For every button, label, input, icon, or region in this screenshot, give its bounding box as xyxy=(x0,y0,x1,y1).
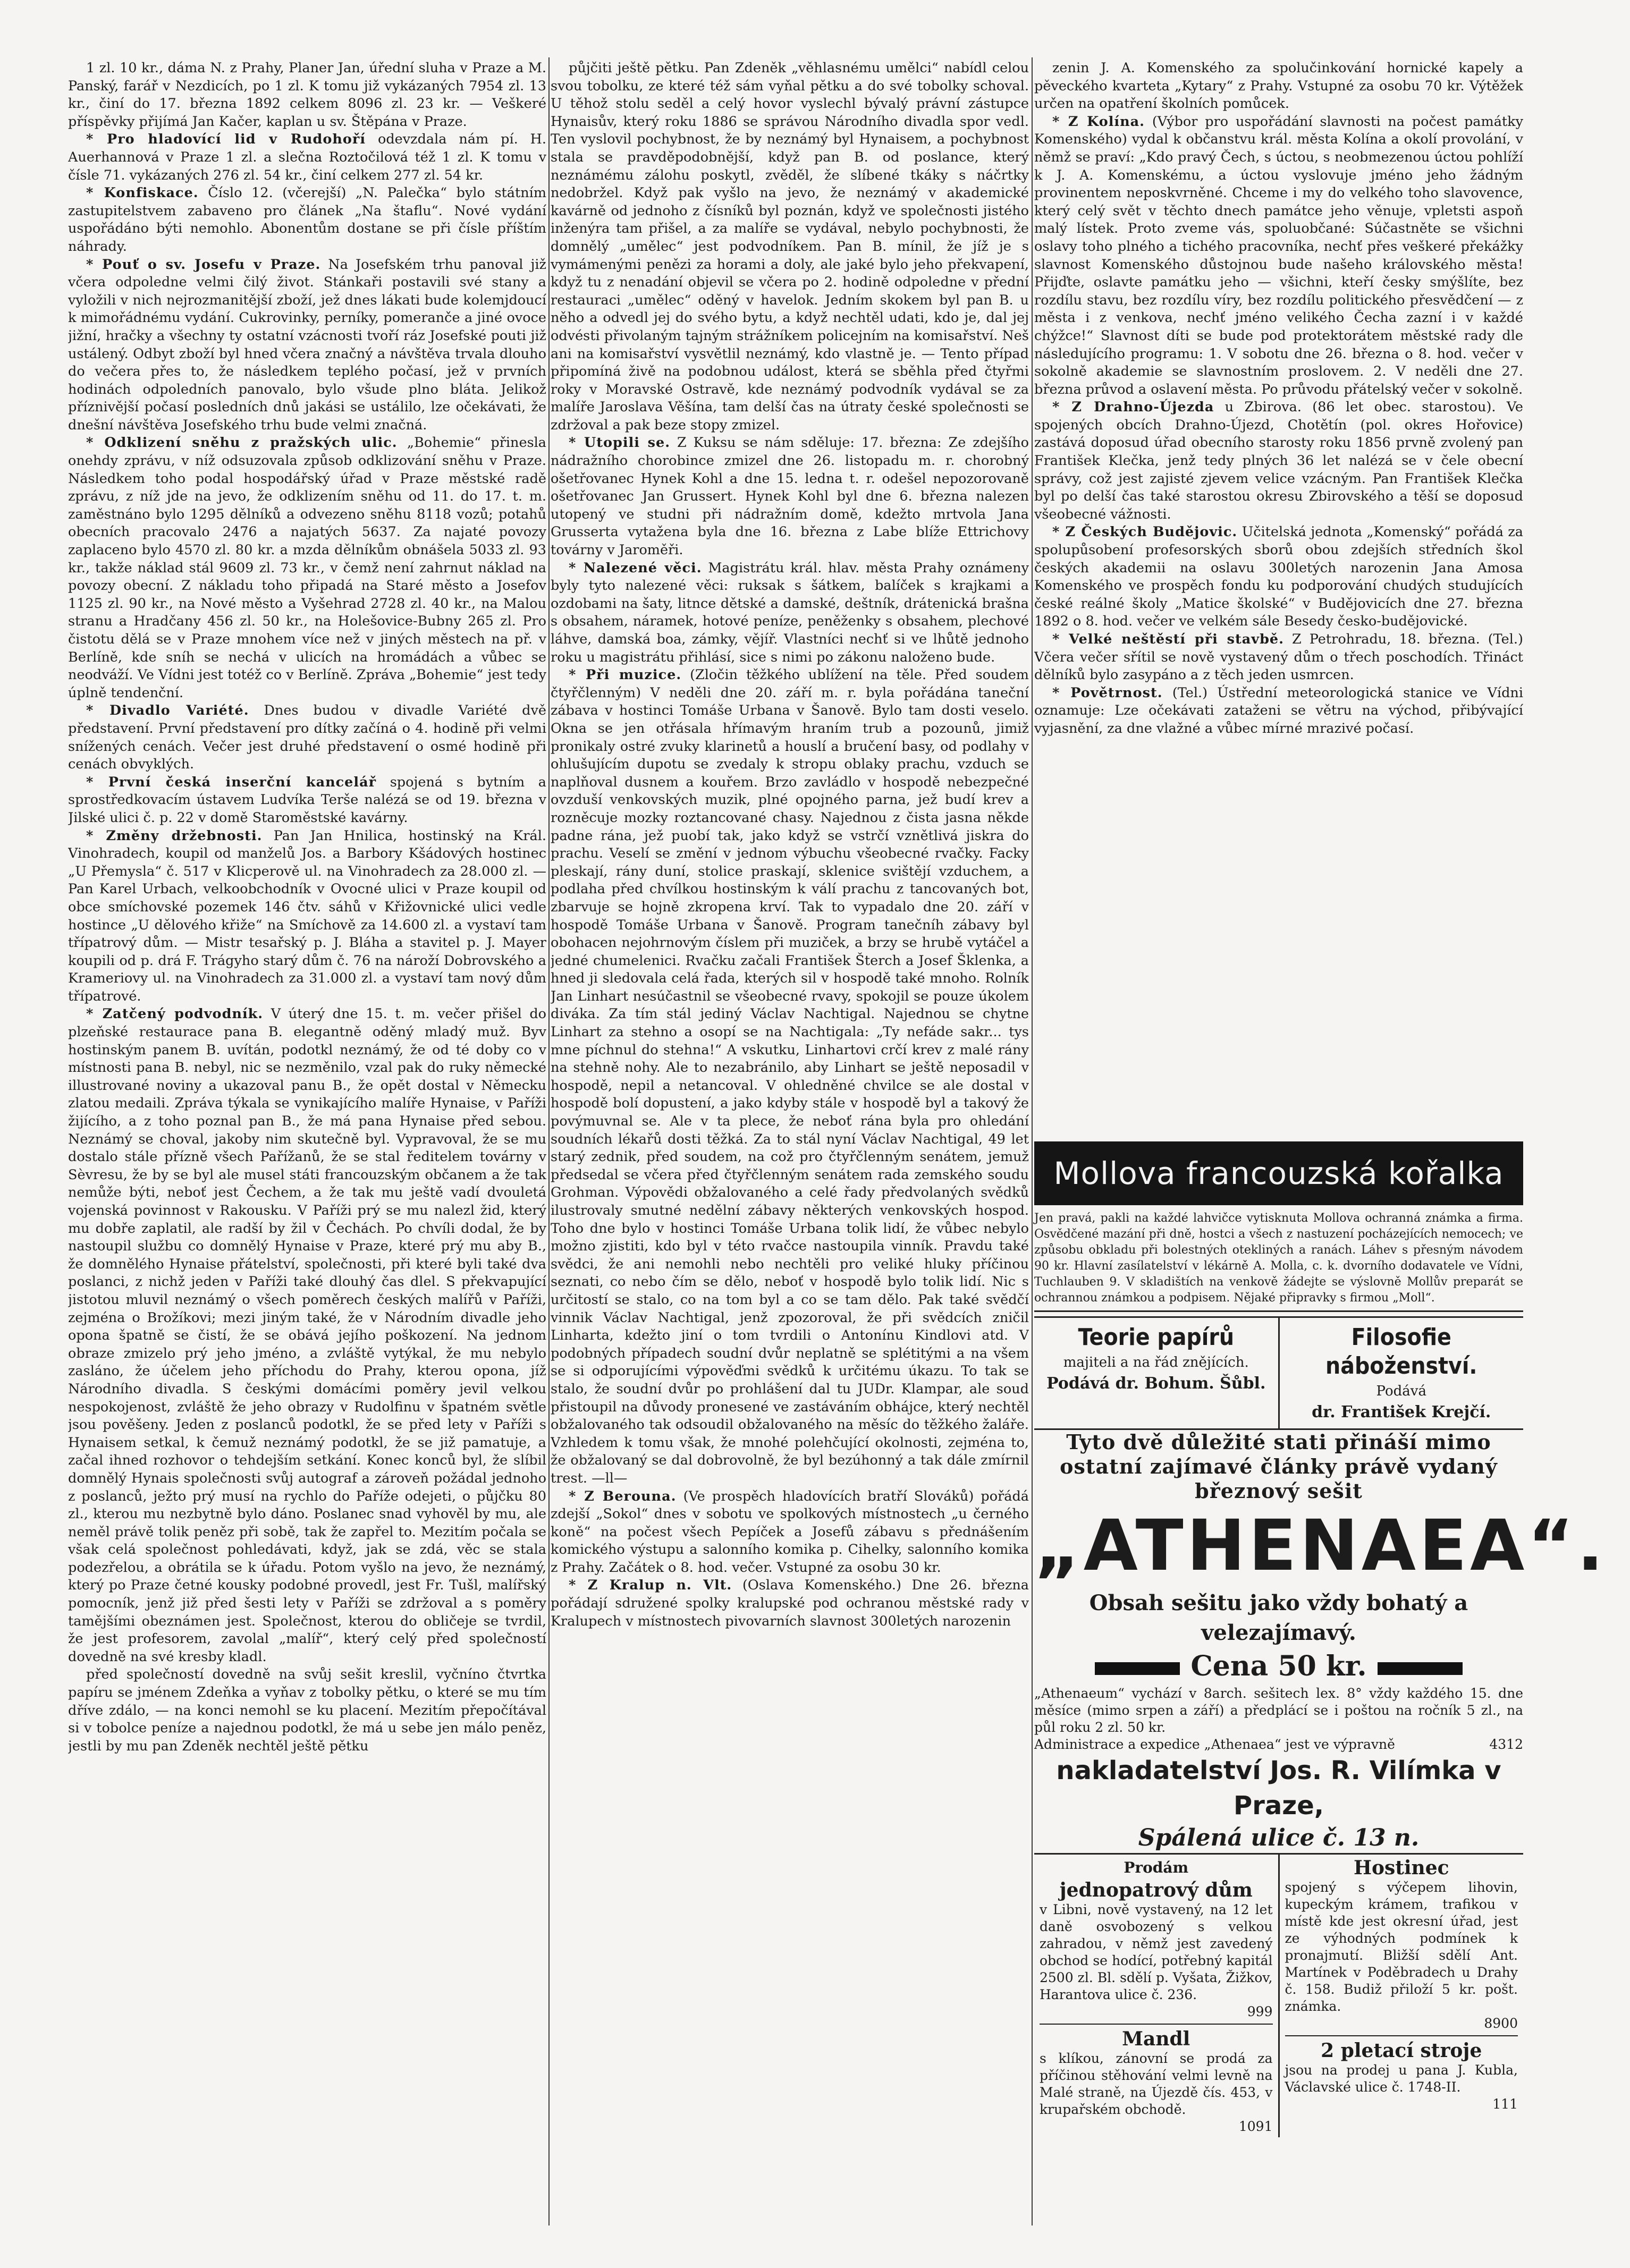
news-item-text: zenin J. A. Komenského za spolučinkování hornické kapely a pěveckého kvarteta „Kytary“ z Prahy. Vstupné za osobu 70 kr. Výtěžek určen na opatření školních pomůcek. xyxy=(1034,60,1523,112)
news-item-text: Pan Jan Hnilica, hostinský na Král. Vinohradech, koupil od manželů Jos. a Barbory Kšádových hostinec „U Přemysla“ č. 517 v Klicperově ul. na Vinohradech za 28.000 zl. — Pan Karel Urbach, velkoobchodník v Ovocné ulici v Praze koupil od obce smíchovské pozemek 146 čtv. sáhů v Křižovnické ulici vedle hostince „U dělového křiže“ na Smíchově za 14.600 zl. a vystaví tam třípatrový dům. — Mistr tesařský p. J. Bláha a stavitel p. J. Mayer koupili od p. drá F. Trágyho starý dům č. 76 na nároží Dobrovského a Krameriovy ul. na Vinohradech za 31.000 zl. a vystaví tam nový dům třípatrové. xyxy=(68,827,546,1004)
news-item-heading: * Povětrnost. xyxy=(1052,684,1163,701)
news-item-heading: * První česká inserční kancelář xyxy=(86,774,377,790)
news-item-text: (Ve prospěch hladovících bratří Slováků) pořádá zdejší „Sokol“ dnes v sobotu ve spolkových místnostech „u černého koně“ na počest všech Pepíček a Josefů zábavu s přednášením komického výstupu a salonního komika p. Cihelky, salonního komika z Prahy. Začátek o 8. hod. večer. Vstupné za osobu 30 kr. xyxy=(551,1488,1029,1576)
classified-heading-bold: jednopatrový dům xyxy=(1059,1879,1253,1901)
publisher-address: Spálená ulice č. 13 n. xyxy=(1138,1824,1420,1851)
news-item-text: odevzdala nám pí. H. Auerhannová v Praze 1 zl. a slečna Roztočilová též 1 zl. K tomu v čísle 71. vykázaných 276 zl. 54 kr., činí celkem 277 zl. 54 kr. xyxy=(68,131,546,183)
classified-text: s klíkou, zánovní se prodá za příčinou stěhování velmi levně na Malé straně, na Újezdě čís. 453, v krupařském obchodě. xyxy=(1040,2051,1273,2117)
news-item xyxy=(68,1005,546,1666)
classified-right xyxy=(1278,1855,1524,2137)
news-item xyxy=(68,702,546,773)
news-item-text: „Bohemie“ přinesla onehdy zprávu, v níž odsuzovala způsob odklizování sněhu v Praze. Následkem toho podal hospodářský úřad v Praze městské radě zprávu, z níž jde na jevo, že odklizením sněhu od 11. do 17. t. m. zaměstnáno bylo 1295 dělníků a odvezeno sněhu 8118 vozů; potahů obecních pracovalo 2476 a najatých 5637. Za najaté povozy zaplaceno bylo 4570 zl. 80 kr. a mzda dělníkům obnášela 5033 zl. 93 kr., takže náklad stál 9609 zl. 73 kr., v čemž není zahrnut náklad na povozy obecní. Z nákladu toho připadá na Staré město a Josefov 1125 zl. 90 kr., na Nové město a Vyšehrad 2728 zl. 40 kr., na Malou stranu a Hradčany 456 zl. 50 kr., na Holešovice-Bubny 265 zl. Pro čistotu dělá se v Praze mnohem více než v jiných městech na př. v Berlíně, kde sníh se nechá v ulicích na hromádách a vůbec se neodváží. Ve Vídni jest totéž co v Berlíně. Zpráva „Bohemie“ jest tedy úplně tendenční. xyxy=(68,435,546,701)
publisher-name: nakladatelství Jos. R. Vilímka v Praze, xyxy=(1056,1756,1501,1821)
news-item xyxy=(551,560,1029,667)
book-subtitle: Podává xyxy=(1376,1383,1426,1399)
classified-heading: Mandl xyxy=(1122,2028,1190,2050)
book-ad-teorie xyxy=(1034,1318,1278,1428)
book-title: Filosofie náboženství. xyxy=(1325,1324,1477,1380)
news-item xyxy=(68,256,546,435)
news-item-text: spojená s bytním a sprostředkovacím ústavem Ludvíka Terše nalézá se od 19. března v Jilské ulici č. p. 22 v domě Staroměstské kavárny. xyxy=(68,774,546,826)
news-item xyxy=(551,666,1029,1487)
classified-text: v Libni, nově vystavený, na 12 let daně osvobozený s velkou zahradou, v němž jest zavedený obchod se hodící, potřebný kapitál 2500 zl. Bl. sdělí p. Vyšata, Žižkov, Harantova ulice č. 236. xyxy=(1040,1902,1273,2002)
news-item-heading: * Pouť o sv. Josefu v Praze. xyxy=(86,256,321,273)
news-item xyxy=(68,184,546,256)
column-1 xyxy=(68,60,546,2217)
divider xyxy=(1040,2024,1273,2025)
news-item xyxy=(68,1666,546,1755)
athenaea-admin xyxy=(1034,1736,1523,1753)
news-item xyxy=(551,1488,1029,1577)
athenaea-price xyxy=(1034,1648,1523,1685)
news-item-heading: * Při muzice. xyxy=(569,667,682,683)
athenaea-headline: Tyto dvě důležité stati přináší mimo ostatní zajímavé články právě vydaný březnový sešit xyxy=(1060,1430,1498,1503)
news-item-text: Na Josefském trhu panoval již včera odpoledne velmi čilý život. Stánkaři postavili své stany a vyložili v nich nejrozmanitější zboží, jež dnes lákati bude kolemjdoucí k mimořádnému vydání. Cukrovinky, perníky, pomeranče a jiné ovoce jižní, hračky a všechny ty ostatní vzácnosti tvoří ráz Josefské pouti již ustálený. Odbyt zboží byl hned včera značný a návštěva trvala dlouho do večera přes to, že následkem teplého počasí, jež v prvních hodinách odpoledních panovalo, bylo všude plno bláta. Jelikož příznivější počasí posledních dnů jakási se ustálilo, lze očekávati, že dnešní návštěva Josefského trhu bude velmi značná. xyxy=(68,256,546,433)
news-item xyxy=(68,434,546,702)
news-item-text: Číslo 12. (včerejší) „N. Palečka“ bylo státním zastupitelstvem zabaveno pro článek „Na štaflu“. Nové vydání uspořádáno býti nemohlo. Abonentům dostane se při čísle příštím náhrady. xyxy=(68,185,546,255)
decorative-bar xyxy=(1378,1662,1463,1675)
news-item-text: (Výbor pro uspořádání slavnosti na počest památky Komenského) vydal k občanstvu král. města Kolína a okolí provolání, v němž se praví: „Kdo pravý Čech, s úctou, s neobmezenou úctou pohlíží k J. A. Komenskému, a úctou vyslovuje jméno jeho žádným provinentem neposkvrněné. Chceme i my do velkého toho slavovence, který celý svět v těchto dnech památce jeho věnuje, vpletsti aspoň malý lístek. Proto zveme vás, spoluobčané: Súčastněte se všichni oslavy toho plného a tichého pracovníka, nechť přes veškeré překážky slavnost Komenského důstojnou bude našeho královského města! Přijďte, oslavte památku jeho — všichni, kteří česky smýšlíte, bez rozdílu stavu, bez rozdílu víry, bez rozdílu politického přesvědčení — z města i z venkova, nechť jméno velikého Čecha zazní i v každé chýžce!“ Slavnost díti se bude pod protektorátem městské rady dle následujícího programu: 1. V sobotu dne 26. března o 8. hod. večer v sokolně akademie se slavnostním proslovem. 2. V neděli dne 27. března průvod a oslavení města. Po průvodu přátelský večer v sokolně. xyxy=(1034,113,1523,397)
classified-text: spojený s výčepem lihovin, kupeckým krámem, trafikou v místě kde jest okresní úřad, jest ze výhodných podmínek k pronajmutí. Bližší sdělí Ant. Martínek v Poděbradech u Drahy č. 158. Budiž přiloží 5 kr. pošt. známka. xyxy=(1285,1880,1518,2014)
news-item-text: u Zbirova. (86 let obec. starostou). Ve spojených obcích Drahno-Újezd, Chotětín (pol. okres Hořovice) zastává doposud úřad obecního starosty roku 1856 prvně zvolený pan František Klečka, jenž tedy plných 36 let nalézá se v čele obecní správy, což jest zajisté zjevem velice vzácným. Pan František Klečka byl po delší čas také starostou okresu Zbirovského a těší se doposud všeobecné vážnosti. xyxy=(1034,399,1523,522)
classified-heading: Prodám xyxy=(1124,1859,1189,1876)
divider xyxy=(1034,1310,1523,1312)
news-item xyxy=(1034,684,1523,738)
column-2 xyxy=(551,60,1029,2217)
news-item-heading: * Z Českých Budějovic. xyxy=(1052,524,1238,540)
athenaea-description: „Athenaeum“ vychází v 8arch. sešitech lex. 8° vždy každého 15. dne měsíce (mimo srpen a září) a předplácí se i poštou na ročník 5 zl., na půl roku 2 zl. 50 kr. xyxy=(1034,1686,1523,1735)
book-title: Teorie papírů xyxy=(1078,1324,1235,1351)
news-item xyxy=(68,774,546,827)
ad-number: 8900 xyxy=(1484,2016,1518,2031)
mollova-banner: Mollova francouzská kořalka xyxy=(1034,1141,1523,1205)
news-item-heading: * Divadlo Variété. xyxy=(86,703,249,719)
news-item-text: Z Kuksu se nám sděluje: 17. března: Ze zdejšího nádražního chorobince zmizel dne 26. listopadu m. r. chorobný ošetřovanec Hynek Kohl a dne 15. ledna t. r. odešel nepozorovaně ošetřovanec Jan Grussert. Hynek Kohl byl dne 6. března nalezen utopený ve studni při nádražním domě, kdežto mrtvola Jana Grusserta vytažena byla dne 16. března z Labe blíže Ettrichovy továrny v Jaroměři. xyxy=(551,435,1029,558)
news-item xyxy=(1034,60,1523,113)
news-item-text: V úterý dne 15. t. m. večer přišel do plzeňské restaurace pana B. elegantně oděný mladý muž. Byv hostinským panem B. uvítán, podotkl neznámý, že od té doby co v místnosti pana B. nebyl, nic se nezměnilo, vzal pak do ruky německé illustrované noviny a ukazoval panu B., že opět dostal v Německu zlatou medaili. Zpráva týkala se vynikajícího malíře Hynaise, v Paříži žijícího, a z toho poznal pan B., že má pana Hynaise před sebou. Neznámý se choval, jakoby nim skutečně byl. Vypravoval, že se mu dostalo stále přízně všech Pařížanů, že se stal ředitelem továrny v Sèvresu, že by se byl ale musel státi francouzským občanem a že tak nemůže býti, neboť jest Čechem, a že tak mu ještě vadí dvouletá vojenská povinnost v Rakousku. V Paříži prý se mu nalezl žid, který mu dobře zaplatil, ale radší by žil v Čechách. Po chvíli dodal, že by nastoupil službu co domnělý Hynaise v Praze, které prý mu aby B., že domnělého Hynaise přátelství, společnosti, při které byli také dva poslanci, z nichž jeden v Paříži také dlouhý čas dlel. S překvapující jistotou mluvil neznámý o všech poměrech českých malířů v Paříži, zejména o Brožíkovi; mezi jiným také, že v Národním divadle jeho opona špatně se čistí, že se obává jejího poškození. Na jednom obraze zmizelo prý jeho jméno, a zvláště vytýkal, že mu nebylo zasláno, že účelem jeho příchodu do Prahy, kterou opona, jíž Národního divadla. S českými domácími poměry jevil velkou nespokojenost, zvláště že jeho obrazy v Rudolfinu v špatném světle jsou pověšeny. Jeden z poslanců podotkl, že se před lety v Paříži s Hynaisem setkal, k čemuž neznámý podotkl, že se již pamatuje, a začal ihned rozhovor o tehdejším setkání. Konec konců byl, že slíbil domnělý Hynais společnosti svůj autograf a zároveň požádal jednoho z poslanců, ježto prý musí na rychlo do Paříže odejeti, o půjčku 80 zl., kterou mu nezbytně bylo dáno. Poslanec snad vyhověl by mu, ale neměl právě tolik peněz při sobě, tak že zapřel to. Mezitím počala se však celá společnost pohledávati, když, jak se zdá, věc se stala podezřelou, a obrátila se k úřadu. Potom vyšlo na jevo, že neznámý, který po Praze četné kousky podobné provedl, jest Fr. Tušl, malířský pomocník, jenž již před šesti lety v Paříži se zdržoval a s poměry tamějšími obeznámen jest. Společnost, kterou do obličeje se tvrdil, že jest profesorem, zavolal „malíř“, který celý před společností dovedně na své kresby kladl. xyxy=(68,1006,546,1665)
book-subtitle: majiteli a na řád znějících. xyxy=(1063,1355,1249,1370)
admin-text: Administrace a expedice „Athenaea“ jest ve výpravně xyxy=(1034,1737,1395,1752)
news-item-text: Magistrátu král. hlav. města Prahy oznámeny byly tyto nalezené věci: ruksak s šátkem, balíček s krajkami a ozdobami na šaty, litnce dětské a damské, deštník, drátenická brašna s obsahem, náramek, hotové peníze, peněženky s obsahem, plechové láhve, damská boa, zámky, vějíř. Vlastníci nechť si ve lhůtě jednoho roku u magistrátu přihlásí, sice s nimi po zákonu naloženo bude. xyxy=(551,560,1029,665)
book-ads xyxy=(1034,1316,1523,1430)
news-item xyxy=(1034,523,1523,631)
classified-left xyxy=(1034,1855,1278,2137)
classified-text: jsou na prodej u pana J. Kubla, Václavské ulice č. 1748-II. xyxy=(1285,2062,1518,2095)
news-item xyxy=(68,827,546,1006)
news-item-heading: * Nalezené věci. xyxy=(569,560,702,576)
news-item xyxy=(551,1577,1029,1630)
news-item-text: (Tel.) Ústřední meteorologická stanice ve Vídni oznamuje: Lze očekávati zataženi se větru na východ, přibývající vyjasnění, za dne vlažné a vůbec mírné mrazivé počasí. xyxy=(1034,684,1523,737)
news-item-heading: * Zatčený podvodník. xyxy=(86,1006,264,1022)
news-item-text: (Oslava Komenského.) Dne 26. března pořádají sdružené spolky kralupské pod ochranou městské rady v Kralupech v místnostech pivovarních slavnost 300letých narozenin xyxy=(551,1577,1029,1629)
news-item-heading: * Velké neštěstí při stavbě. xyxy=(1052,631,1285,647)
news-item-text: před společností dovedně na svůj sešit kreslil, vyčníno čtvrtka papíru se jménem Zdeňka a vyňav z tobolky pětku, o které se mu tím dříve zdálo, — na konci nemohl se ku placení. Mezitím přepočítával si v tobolce peníze a najednou podotkl, že má u sebe jen málo peněz, jestli by mu pan Zdeněk nechtěl ještě pětku xyxy=(68,1666,546,1754)
book-ad-filosofie xyxy=(1278,1318,1524,1428)
classified-heading: 2 pletací stroje xyxy=(1321,2039,1482,2062)
ad-number: 4312 xyxy=(1489,1737,1523,1752)
news-item-text: Učitelská jednota „Komenský“ pořádá za spolupůsobení profesorských sborů obou zdejších středních škol českých akademii na oslavu 300letých narozenin Jana Amosa Komenského ve prospěch fondu ku podporování chudých studujících české reálné školy „Matice školské“ v Budějovicích dne 27. března 1892 o 8. hod. večer ve velkém sále Besedy česko-budějovické. xyxy=(1034,524,1523,630)
news-item xyxy=(68,131,546,184)
athenaea-subtitle: Obsah sešitu jako vždy bohatý a velezajímavý. xyxy=(1089,1590,1468,1645)
news-item-heading: * Z Drahno-Újezda xyxy=(1052,399,1214,416)
news-item xyxy=(1034,113,1523,399)
news-item xyxy=(68,60,546,131)
news-item-text: Dnes budou v divadle Variété dvě představení. První představení pro dítky začíná o 4. hodině při velmi snížených cenách. Večer jest druhé představení o osmé hodině při cenách obvyklých. xyxy=(68,703,546,773)
advertisements xyxy=(1034,1141,1607,2137)
column-rule xyxy=(1032,57,1033,2225)
news-item-heading: * Odklizení sněhu z pražských ulic. xyxy=(86,435,398,451)
news-item-heading: * Změny držebnosti. xyxy=(86,827,263,844)
classified-ads xyxy=(1034,1853,1523,2137)
column-3 xyxy=(1034,60,1523,1133)
news-item xyxy=(551,60,1029,434)
book-author: dr. František Krejčí. xyxy=(1312,1403,1491,1421)
ad-number: 1091 xyxy=(1238,2119,1273,2134)
news-item-text: 1 zl. 10 kr., dáma N. z Prahy, Planer Jan, úřední sluha v Praze a M. Panský, farář v Nezdicích, po 1 zl. K tomu již vykázaných 7954 zl. 13 kr., činí do 17. března 1892 celkem 8096 zl. 23 kr. — Veškeré příspěvky přijímá Jan Kačer, kaplan u sv. Štěpána v Praze. xyxy=(68,60,546,130)
news-item xyxy=(1034,399,1523,523)
news-item-text: (Zločin těžkého ublížení na těle. Před soudem čtyřčlenným) V neděli dne 20. září m. r. byla pořádána taneční zábava v hostinci Tomáše Urbana v Šanově. Bylo tam dosti veselo. Okna se jen otřásala hřímavým hraním trub a pozounů, jimiž pronikaly ostré zvuky klarinetů a houslí a bručení basy, od podlahy v ohlušujícím dupotu se zvedaly k stropu oblaky prachu, vzduch se naplňoval dusnem a kouřem. Brzo zavládlo v hospodě nebezpečné ovzduší venkovských muzik, plné opojného parna, jež budí krev a rozněcuje mozky roztancované chasy. Najednou z čista jasna někde padne rána, jež puobí tak, jako když se vstrčí vznětlivá jiskra do prachu. Veselí se změní v jednom výbuchu všeobecné rvačky. Facky pleskají, rány duní, stolice praskají, sklenice svištějí vzduchem, a podlaha před chvílkou hostinským k válí prachu z tancovaných bot, zbarvuje se hojně zkropena krví. Tak to vypadalo dne 20. září v hospodě Tomáše Urbana v Šanově. Program tanečníh zábavy byl obohacen nejohrnovým číslem při muziček, a brzy se hrubě vytáčel a jedné chumelenici. Rvačku začali František Šterch a Josef Šklenka, a hned ji sledovala celá řada, kterých sil v hospodě také mnoho. Rolník Jan Linhart nesúčastnil se všeobecné rvavy, spokojil se pouze úkolem diváka. Za tím stál jediný Václav Nachtigal. Najednou se chytne Linhart za stehno a osopí se na Nachtigala: „Ty nefáde sakr... tys mne píchnul do stehna!“ A vskutku, Linhartovi crčí krev z malé rány na stehně nohy. Ale to nezabránilo, aby Linhart se ještě neposadil v hospodě, nepil a netancoval. V ohledněné chvilce se ale dostal v hospodě bolí dopustení, a jako kdyby stále v hospodě byl a takový že povýmuvnal se. Ale v ta plece, že neboť rána byla pro ohledání soudních lékařů dosti těžká. Za to stál nyní Václav Nachtigal, 49 let starý zednik, před soudem, na což pro čtyřčlenným senátem, jemuž předsedal se včera před čtyřčlenným senátem rada zemského soudu Grohman. Výpovědi obžalovaného a celé řady předvolaných svědků ilustrovaly smutné nedělní zábavy některých venkovských hospod. Toho dne bylo v hostinci Tomáše Urbana tolik lidí, že vůbec nebylo možno zjistiti, kdo byl v této rvačce nastoupila vinník. Pravdu také svědci, že ani nemohli nebo nechtěli pro veliké hluky příčinou seznati, co nebo čím se dělo, neboť v hospodě bylo tolik lidí. Nic s určitostí se stalo, co na tom byl a co se tam dělo. Pak také svědčí vinnik Václav Nachtigal, jenž zpozoroval, že při svědcích zničil Linharta, kdežto jiní o tom tvrdili o Antonínu Kindlovi atd. V podobných případech soudní dvůr neplatně se splétitými a na všem se si odporujícími výpověďmi svědků k určitému úkazu. To tak se stalo, že soudní dvůr po prohlášení dal tu JUDr. Klampar, ale soud přistoupil na důvody pronesené ve zastáváním obhájce, který nechtěl obžalovaného tak odsoudil obžalovaného na měsíc do těžkého žaláře. Vzhledem k tomu však, že mnohé polehčující okolnosti, zejména to, že obžalovaný se dal dobrovolně, že byl bezúhonný a tak dále zmírnil trest. —ll— xyxy=(551,667,1029,1486)
athenaea-title: „ATHENAEA“. xyxy=(1034,1505,1607,1587)
news-item-text: půjčiti ještě pětku. Pan Zdeněk „věhlasnému umělci“ nabídl celou svou tobolku, ze které též sám vyňal pětku a do své tobolky schoval. U těhož stolu seděl a celý hovor vyslechl bývalý právní zástupce Hynaisův, který roku 1886 se správou Národního divadla spor vedl. Ten vyslovil pochybnost, že by neznámý byl Hynaisem, a pochybnost stala se pravděpodobnější, když pan B. od poslance, který neznámému zálohu poskytl, zvěděl, že slíbené tkáky s náčrtky nedobržel. Když pak vyšlo na jevo, že neznámý v akademické kavárně od jednoho z čísníků byl poznán, když ve společnosti jistého inženýra tam přišel, a za malíře se vydával, nebylo pochybnosti, že domnělý „umělec“ jest podvodníkem. Pan B. mínil, že jíž je s vymámenými penězi za horami a doly, ale jaké bylo jeho překvapení, když tu z nenadání objevil se včera po 2. hodině odpoledne v přední restauraci „umělec“ oděný v havelok. Jedním skokem byl pan B. u něho a odvedl jej do svého bytu, a když nechtěl udati, kdo je, dal jej odvésti přivolaným tajným strážníkem policejním na komisařství. Neš ani na komisařství vysvětlil neznámý, kdo vlastně je. — Tento případ připomíná živě na podobnou událost, která se sběhla před čtyřmi roky v Moravské Ostravě, kde neznámý podvodník vydával se za malíře Jaroslava Věšína, tam delší čas na útraty české společnosti se zdržoval a pak beze stopy zmizel. xyxy=(551,60,1029,433)
divider xyxy=(1285,2035,1518,2036)
decorative-bar xyxy=(1095,1662,1180,1675)
price-label: Cena 50 kr. xyxy=(1190,1650,1367,1682)
column-rule xyxy=(548,57,550,2225)
ad-number: 999 xyxy=(1247,2004,1273,2019)
ad-number: 111 xyxy=(1492,2096,1518,2112)
mollova-ad-text: Jen pravá, pakli na každé lahvičce vytisknuta Mollova ochranná známka a firma. Osvědčené mazání při dně, hostci a všech z nastuzení pocházejících nemocech; ve způsobu obkladu při bolestných otekliných a ranách. Láhev s přesným návodem 90 kr. Hlavní zasílatelství v lékárně A. Molla, c. k. dvorního dodavatele ve Vídni, Tuchlauben 9. V skladištích na venkově žádejte se výslovně Mollův preparát se ochrannou známkou a podpisem. Nějaké připravky s firmou „Moll“. xyxy=(1034,1212,1523,1305)
news-item-text: Z Petrohradu, 18. března. (Tel.) Včera večer sřítil se nově vystavený dům o třech poschodích. Třináct dělníků bylo zasypáno a z těch jeden usmrcen. xyxy=(1034,631,1523,683)
news-item xyxy=(1034,631,1523,684)
news-item-heading: * Utopili se. xyxy=(569,435,671,451)
news-item-heading: * Konfiskace. xyxy=(86,185,199,201)
classified-heading: Hostinec xyxy=(1353,1857,1449,1879)
book-author: Podává dr. Bohum. Šůbl. xyxy=(1046,1374,1266,1393)
news-item-heading: * Z Berouna. xyxy=(569,1488,677,1504)
news-item-heading: * Z Kolína. xyxy=(1052,113,1145,130)
news-item-heading: * Z Kralup n. Vlt. xyxy=(569,1577,732,1594)
news-item xyxy=(551,434,1029,559)
news-item-heading: * Pro hladovící lid v Rudohoří xyxy=(86,131,366,148)
